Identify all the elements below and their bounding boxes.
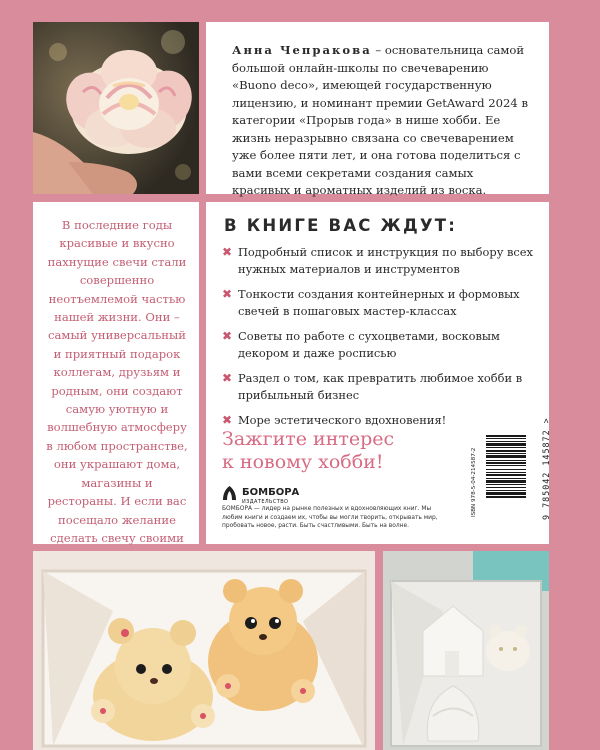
feature-item: ✖ Раздел о том, как превратить любимое хобби в прибыльный бизнес	[222, 371, 523, 402]
barcode-bar	[486, 484, 526, 485]
barcode-bar	[486, 478, 526, 479]
author-bio	[232, 42, 531, 200]
slogan	[222, 428, 394, 474]
cross-bullet-icon: ✖	[222, 413, 233, 427]
barcode-bar	[486, 455, 526, 458]
publisher-subtitle: ИЗДАТЕЛЬСТВО	[242, 499, 289, 505]
author-name: Анна Чепракова	[232, 43, 372, 57]
barcode-bar	[486, 441, 526, 442]
flower-candle-photo	[33, 22, 199, 194]
barcode-bar	[486, 465, 526, 466]
author-bio-text: – основательница самой большой онлайн-школы по свечеварению «Buono deco», имеющей государственную лицензию, и номинант премии GetAward 2024 в категории «Прорыв года» в нише хобби. Ее жизнь неразрывно связана со свечеварением уже более пяти лет, и она готова поделиться с вами всеми секретами создания самых красивых и ароматных изделий из воска.	[232, 43, 528, 197]
cross-bullet-icon: ✖	[222, 287, 233, 301]
cross-bullet-icon: ✖	[222, 371, 233, 385]
feature-item: ✖ Тонкости создания контейнерных и формовых свечей в пошаговых мастер-классах	[222, 287, 520, 318]
barcode-bar	[486, 443, 526, 446]
barcode-bar	[486, 472, 526, 473]
barcode-bar	[486, 438, 526, 439]
slogan-line-1: Зажгите интерес	[222, 428, 395, 450]
barcode-bar	[486, 447, 526, 448]
feature-item: ✖ Советы по работе с сухоцветами, восковым декором и даже росписью	[222, 329, 500, 360]
barcode-bar	[486, 453, 526, 454]
barcode-bar	[486, 490, 526, 491]
bear-candles-photo	[33, 551, 375, 750]
barcode-bar	[486, 469, 526, 470]
features-panel	[206, 202, 549, 544]
cross-bullet-icon: ✖	[222, 329, 233, 343]
slogan-line-2: к новому хобби!	[222, 451, 384, 473]
feature-item: ✖ Подробный список и инструкция по выбору всех нужных материалов и инструментов	[222, 245, 533, 276]
intro-panel	[33, 202, 199, 544]
features-list	[222, 244, 535, 429]
barcode-bar	[486, 462, 526, 464]
isbn-text: ISBN 978-5-04-214587-2	[471, 447, 477, 517]
barcode-bar	[486, 480, 526, 483]
author-bio-panel	[206, 22, 549, 197]
barcode-bar	[486, 435, 526, 437]
cross-bullet-icon: ✖	[222, 245, 233, 259]
features-heading: В КНИГЕ ВАС ЖДУТ:	[224, 216, 458, 235]
publisher-name: БОМБОРА	[242, 487, 300, 498]
intro-text: В последние годы красивые и вкусно пахнущие свечи стали совершенно неотъемлемой частью нашей жизни. Они – самый универсальный и приятный подарок коллегам, друзьям и родным, они создают самую уютную и волшебную атмосферу в любом пространстве, они украшают дома, магазины и рестораны. И если вас посещало желание сделать свечу своими	[46, 218, 188, 545]
house-candles-photo	[383, 551, 549, 750]
bombora-logo-icon	[222, 485, 237, 501]
barcode-bar	[486, 474, 526, 476]
barcode-bars	[470, 435, 530, 517]
barcode-bar	[486, 492, 526, 495]
feature-item: ✖ Море эстетического вдохновения!	[222, 413, 447, 427]
publisher-blurb: БОМБОРА — лидер на рынке полезных и вдохновляющих книг. Мы любим книги и создаем их, чтобы вы могли творить, открывать мир, пробовать новое, расти. Быть счастливыми. Быть на волне.	[222, 506, 438, 530]
publisher-logo	[222, 480, 299, 505]
barcode-bar	[486, 487, 526, 488]
barcode-bar	[486, 460, 526, 461]
barcode	[470, 435, 530, 530]
barcode-bar	[486, 450, 526, 452]
barcode-bar	[486, 496, 526, 498]
barcode-digits: 9 785042 145872 >	[541, 417, 551, 520]
